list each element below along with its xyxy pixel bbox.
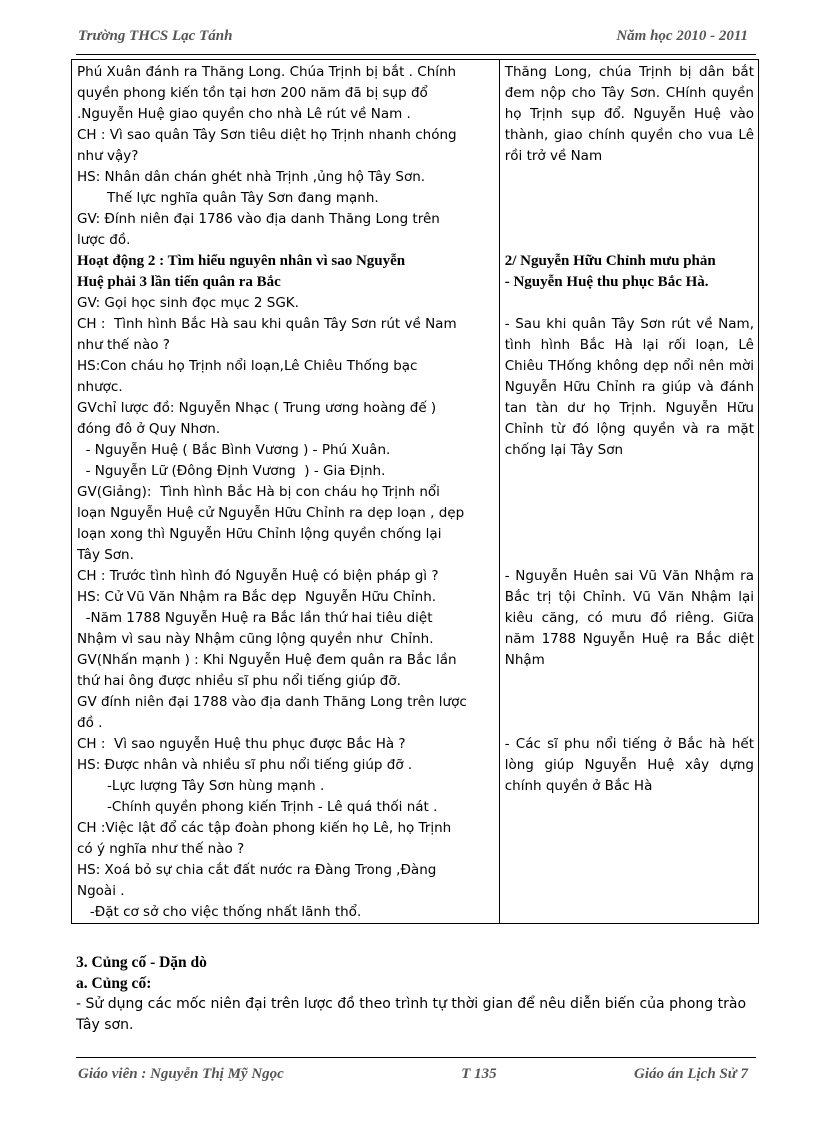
section-3-heading: 3. Củng cố - Dặn dò (76, 954, 207, 971)
text-line: HS: Xoá bỏ sự chia cắt đất nước ra Đàng Trong ,Đàng (77, 862, 437, 878)
footer-divider (76, 1057, 756, 1058)
text-line: có ý nghĩa như thế nào ? (77, 841, 245, 857)
text-line: thứ hai ông được nhiều sĩ phu nổi tiếng giúp đỡ. (77, 673, 401, 689)
text-line: .Nguyễn Huệ giao quyền cho nhà Lê rút về Nam . (77, 106, 411, 122)
text-line: GV(Giảng): Tình hình Bắc Hà bị con cháu họ Trịnh nổi (77, 484, 440, 500)
text-line: CH : Tình hình Bắc Hà sau khi quân Tây Sơn rút về Nam (77, 316, 457, 332)
left-lines-part1 (77, 62, 495, 251)
text-line: như thế nào ? (77, 337, 170, 353)
text-line: GVchỉ lược đồ: Nguyễn Nhạc ( Trung ương hoàng đế ) (77, 400, 437, 416)
text-line: Thế lực nghĩa quân Tây Sơn đang mạnh. (77, 190, 379, 206)
text-line: - Nguyễn Lữ (Đông Định Vương ) - Gia Định. (77, 463, 386, 479)
text-line: GV đính niên đại 1788 vào địa danh Thăng Long trên lược (77, 694, 467, 710)
section-2-heading (505, 251, 754, 314)
lesson-table (71, 59, 759, 924)
text-line: như vậy? (77, 148, 139, 164)
note-block-vu-van-nham: - Nguyễn Huên sai Vũ Văn Nhậm ra Bắc trị tội Chỉnh. Vũ Văn Nhậm lại kiêu căng, có mưu đồ riêng. Giữa năm 1788 Nguyễn Huệ ra Bắc diệt Nhậm (504, 568, 754, 668)
consolidation-section (76, 952, 756, 1036)
text-line: CH : Vì sao nguyễn Huệ thu phục được Bắc Hà ? (77, 736, 406, 752)
heading-line: Huệ phải 3 lần tiến quân ra Bắc (77, 274, 281, 290)
text-line: HS: Nhân dân chán ghét nhà Trịnh ,ủng hộ Tây Sơn. (77, 169, 426, 185)
text-line: -Năm 1788 Nguyễn Huệ ra Bắc lần thứ hai tiêu diệt (77, 610, 433, 626)
text-line: GV: Gọi học sinh đọc mục 2 SGK. (77, 295, 299, 311)
note-block-thang-long: Thăng Long, chúa Trịnh bị dân bắt đem nộp cho Tây Sơn. CHính quyền họ Trịnh sụp đổ. Nguyễn Huệ vào thành, giao chính quyền cho vua Lê rồi trở về Nam (504, 64, 754, 164)
text-line: lược đồ. (77, 232, 131, 248)
text-line: HS: Cử Vũ Văn Nhậm ra Bắc dẹp Nguyễn Hữu Chỉnh. (77, 589, 437, 605)
content-notes-cell (499, 60, 758, 924)
note-block-bac-ha: - Sau khi quân Tây Sơn rút về Nam, tình hình Bắc Hà lại rối loạn, Lê Chiêu THống không dẹp nổi nên mời Nguyễn Hữu Chỉnh ra giúp và đánh tan tàn dư họ Trịnh. Nguyễn Hữu Chỉnh từ đó lộng quyền và ra mặt chống lại Tây Sơn (504, 316, 754, 458)
text-line: đóng đô ở Quy Nhơn. (77, 421, 221, 437)
text-line: nhược. (77, 379, 123, 395)
heading-line: 2/ Nguyễn Hữu Chỉnh mưu phản (504, 253, 716, 269)
text-line: loạn Nguyễn Huệ cử Nguyễn Hữu Chỉnh ra dẹp loạn , dẹp (77, 505, 465, 521)
text-line: Nhậm vì sau này Nhậm cũng lộng quyền như Chỉnh. (77, 631, 434, 647)
text-line: CH : Trước tình hình đó Nguyễn Huệ có biện pháp gì ? (77, 568, 439, 584)
teacher-name: Giáo viên : Nguyễn Thị Mỹ Ngọc (78, 1066, 284, 1082)
text-line: GV: Đính niên đại 1786 vào địa danh Thăng Long trên (77, 211, 440, 227)
text-line: HS:Con cháu họ Trịnh nổi loạn,Lê Chiêu Thống bạc (77, 358, 418, 374)
school-year: Năm học 2010 - 2011 (616, 28, 748, 44)
school-name: Trường THCS Lạc Tánh (78, 28, 233, 44)
text-line: đồ . (77, 715, 103, 731)
heading-line: - Nguyễn Huệ thu phục Bắc Hà. (504, 274, 709, 290)
page-header (78, 28, 748, 45)
note-block-si-phu: - Các sĩ phu nổi tiếng ở Bắc hà hết lòng giúp Nguyễn Huệ xây dựng chính quyền ở Bắc Hà (504, 736, 754, 794)
consolidation-subheading: a. Củng cố: (76, 975, 152, 992)
text-line: Phú Xuân đánh ra Thăng Long. Chúa Trịnh bị bắt . Chính (77, 64, 457, 80)
text-line: GV(Nhấn mạnh ) : Khi Nguyễn Huệ đem quân ra Bắc lần (77, 652, 457, 668)
teacher-student-activity-cell (72, 60, 500, 924)
text-line: - Nguyễn Huệ ( Bắc Bình Vương ) - Phú Xuân. (77, 442, 391, 458)
heading-line: Hoạt động 2 : Tìm hiểu nguyên nhân vì sao Nguyễn (77, 253, 406, 269)
page-number: T 135 (461, 1066, 497, 1082)
consolidation-text: - Sử dụng các mốc niên đại trên lược đồ theo trình tự thời gian để nêu diễn biến của phong trào Tây sơn. (76, 996, 747, 1033)
text-line: HS: Được nhân và nhiều sĩ phu nổi tiếng giúp đỡ . (77, 757, 413, 773)
text-line: -Lực lượng Tây Sơn hùng mạnh . (77, 778, 325, 794)
text-line: Ngoài . (77, 883, 125, 899)
text-line: CH :Việc lật đổ các tập đoàn phong kiến họ Lê, họ Trịnh (77, 820, 452, 836)
text-line: CH : Vì sao quân Tây Sơn tiêu diệt họ Trịnh nhanh chóng (77, 127, 457, 143)
header-divider (76, 54, 756, 55)
left-lines-part2 (77, 293, 495, 923)
page-footer (78, 1066, 748, 1083)
text-line: loạn xong thì Nguyễn Hữu Chỉnh lộng quyền chống lại (77, 526, 442, 542)
text-line: quyền phong kiến tồn tại hơn 200 năm đã bị sụp đổ (77, 85, 428, 101)
text-line: -Chính quyền phong kiến Trịnh - Lê quá thối nát . (77, 799, 438, 815)
subject-label: Giáo án Lịch Sử 7 (633, 1066, 748, 1082)
text-line: Tây Sơn. (77, 547, 134, 563)
table-row (72, 60, 759, 924)
text-line: -Đặt cơ sở cho việc thống nhất lãnh thổ. (77, 904, 362, 920)
activity-2-heading (77, 251, 495, 293)
